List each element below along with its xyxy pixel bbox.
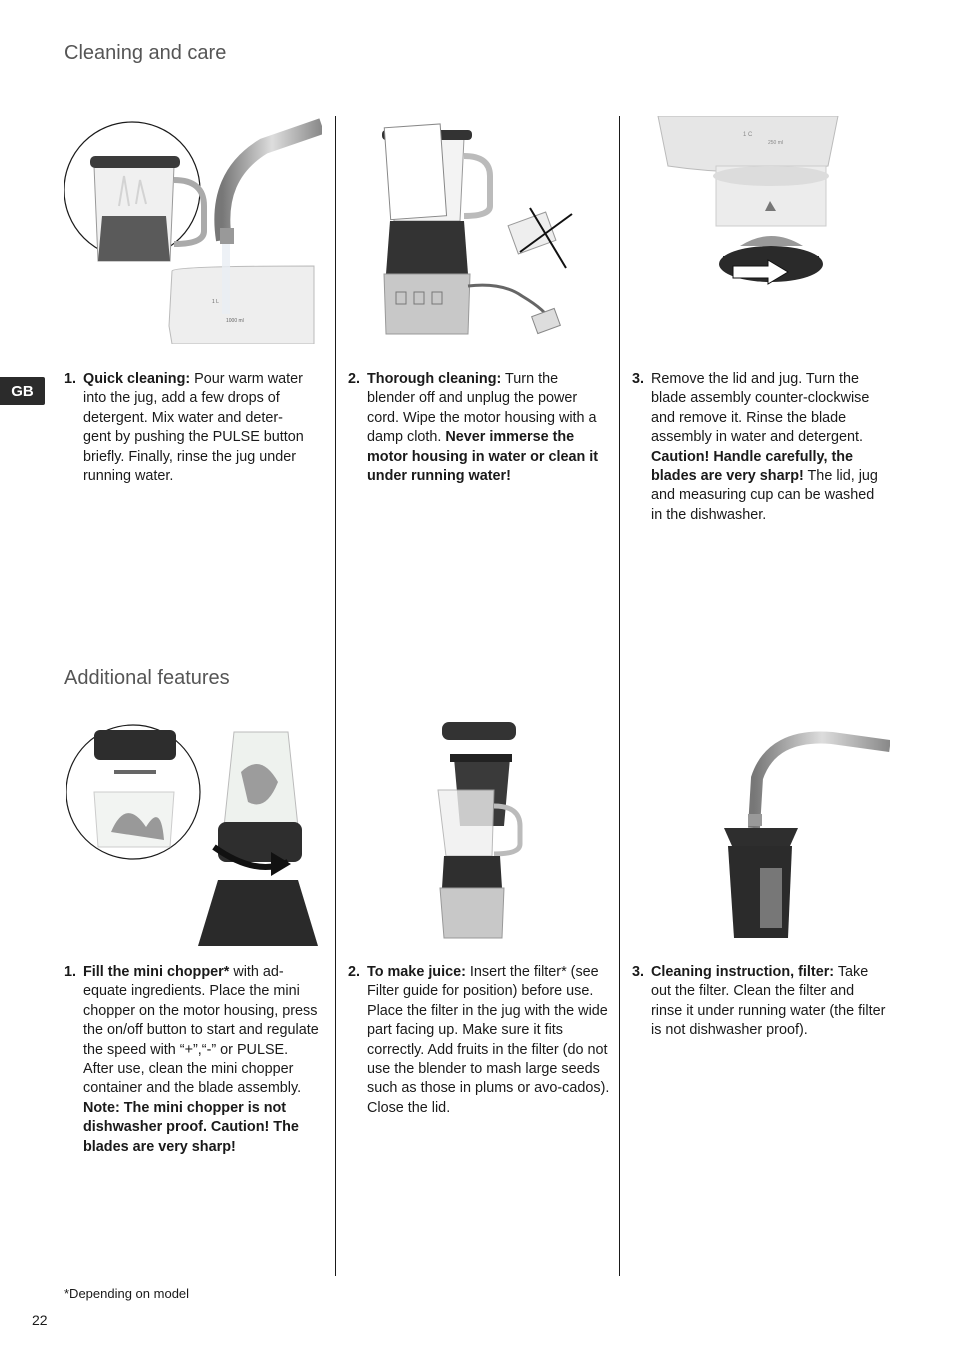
additional-step-1 [64,963,320,1157]
juice-filter-blender-illustration [432,718,524,946]
step-text: Remove the lid and jug. Turn the blade assembly counter-clockwise and remove it. Rinse the blade assembly in water and detergent. [651,371,870,446]
step-number: 1. [64,371,77,387]
step-text: Take out the filter. Clean the filter and rinse it under running water (the filter is not dishwasher proof). [651,964,886,1039]
language-tab: GB [0,377,45,405]
cleaning-step-1 [64,370,310,486]
jug-mark-250ml: 250 ml [768,140,784,146]
step-text: Pour warm water into the jug, add a few drops of detergent. Mix water and deter-gent by pushing the PULSE button briefly. Finally, rinse the jug under running water. [83,371,304,485]
step-number: 3. [632,964,645,980]
jug-under-tap-illustration [64,116,322,344]
step-number: 2. [348,964,361,980]
step-warning: Caution! Handle carefully, the blades are very sharp! [651,448,854,485]
filter-rinse-illustration [712,728,890,946]
blade-removal-illustration [648,116,848,296]
step-warning: Never immerse the motor housing in water or clean it under running water! [367,429,599,485]
step-number: 3. [632,371,645,387]
step-bold-lead: Thorough cleaning: [367,371,502,387]
step-bold-lead: Quick cleaning: [83,371,191,387]
section-title-cleaning: Cleaning and care [64,42,227,64]
page-number: 22 [32,1312,48,1328]
footnote: *Depending on model [64,1286,190,1301]
additional-step-3 [632,963,888,1041]
unplugged-blender-illustration [372,116,582,344]
step-text: Turn the blender off and unplug the power cord. Wipe the motor housing with a damp cloth. [367,371,597,446]
step-text: with ad-equate ingredients. Place the mini chopper on the motor housing, press the on/off button to start and regulate the speed with “+”,“-” or PULSE. After use, clean the mini chopper container and the blade assembly. [83,964,319,1097]
jug-mark-litre: 1 L [212,299,219,305]
step-bold-lead: Fill the mini chopper* [83,964,230,980]
column-divider [619,116,620,1276]
step-number: 1. [64,964,77,980]
step-warning: Note: The mini chopper is not dishwasher proof. Caution! The blades are very sharp! [83,1099,299,1155]
step-number: 2. [348,371,361,387]
cleaning-step-2 [348,370,610,486]
jug-mark-cup: 1 C [743,132,753,138]
step-bold-lead: To make juice: [367,964,466,980]
section-title-additional: Additional features [64,667,230,689]
step-text: Insert the filter* (see Filter guide for position) before use. Place the filter in the jug with the wide part facing up. Make sure it fits correctly. Add fruits in the filter (do not use the blender to mash large seeds such as those in plums or avo-cados). Close the lid. [367,964,610,1116]
additional-step-2 [348,963,610,1118]
jug-mark-1000ml: 1000 ml [226,318,244,324]
column-divider [335,116,336,1276]
cleaning-step-3 [632,370,888,525]
mini-chopper-illustration [66,722,318,946]
step-bold-lead: Cleaning instruction, filter: [651,964,835,980]
step-text-tail: The lid, jug and measuring cup can be washed in the dishwasher. [651,468,878,523]
